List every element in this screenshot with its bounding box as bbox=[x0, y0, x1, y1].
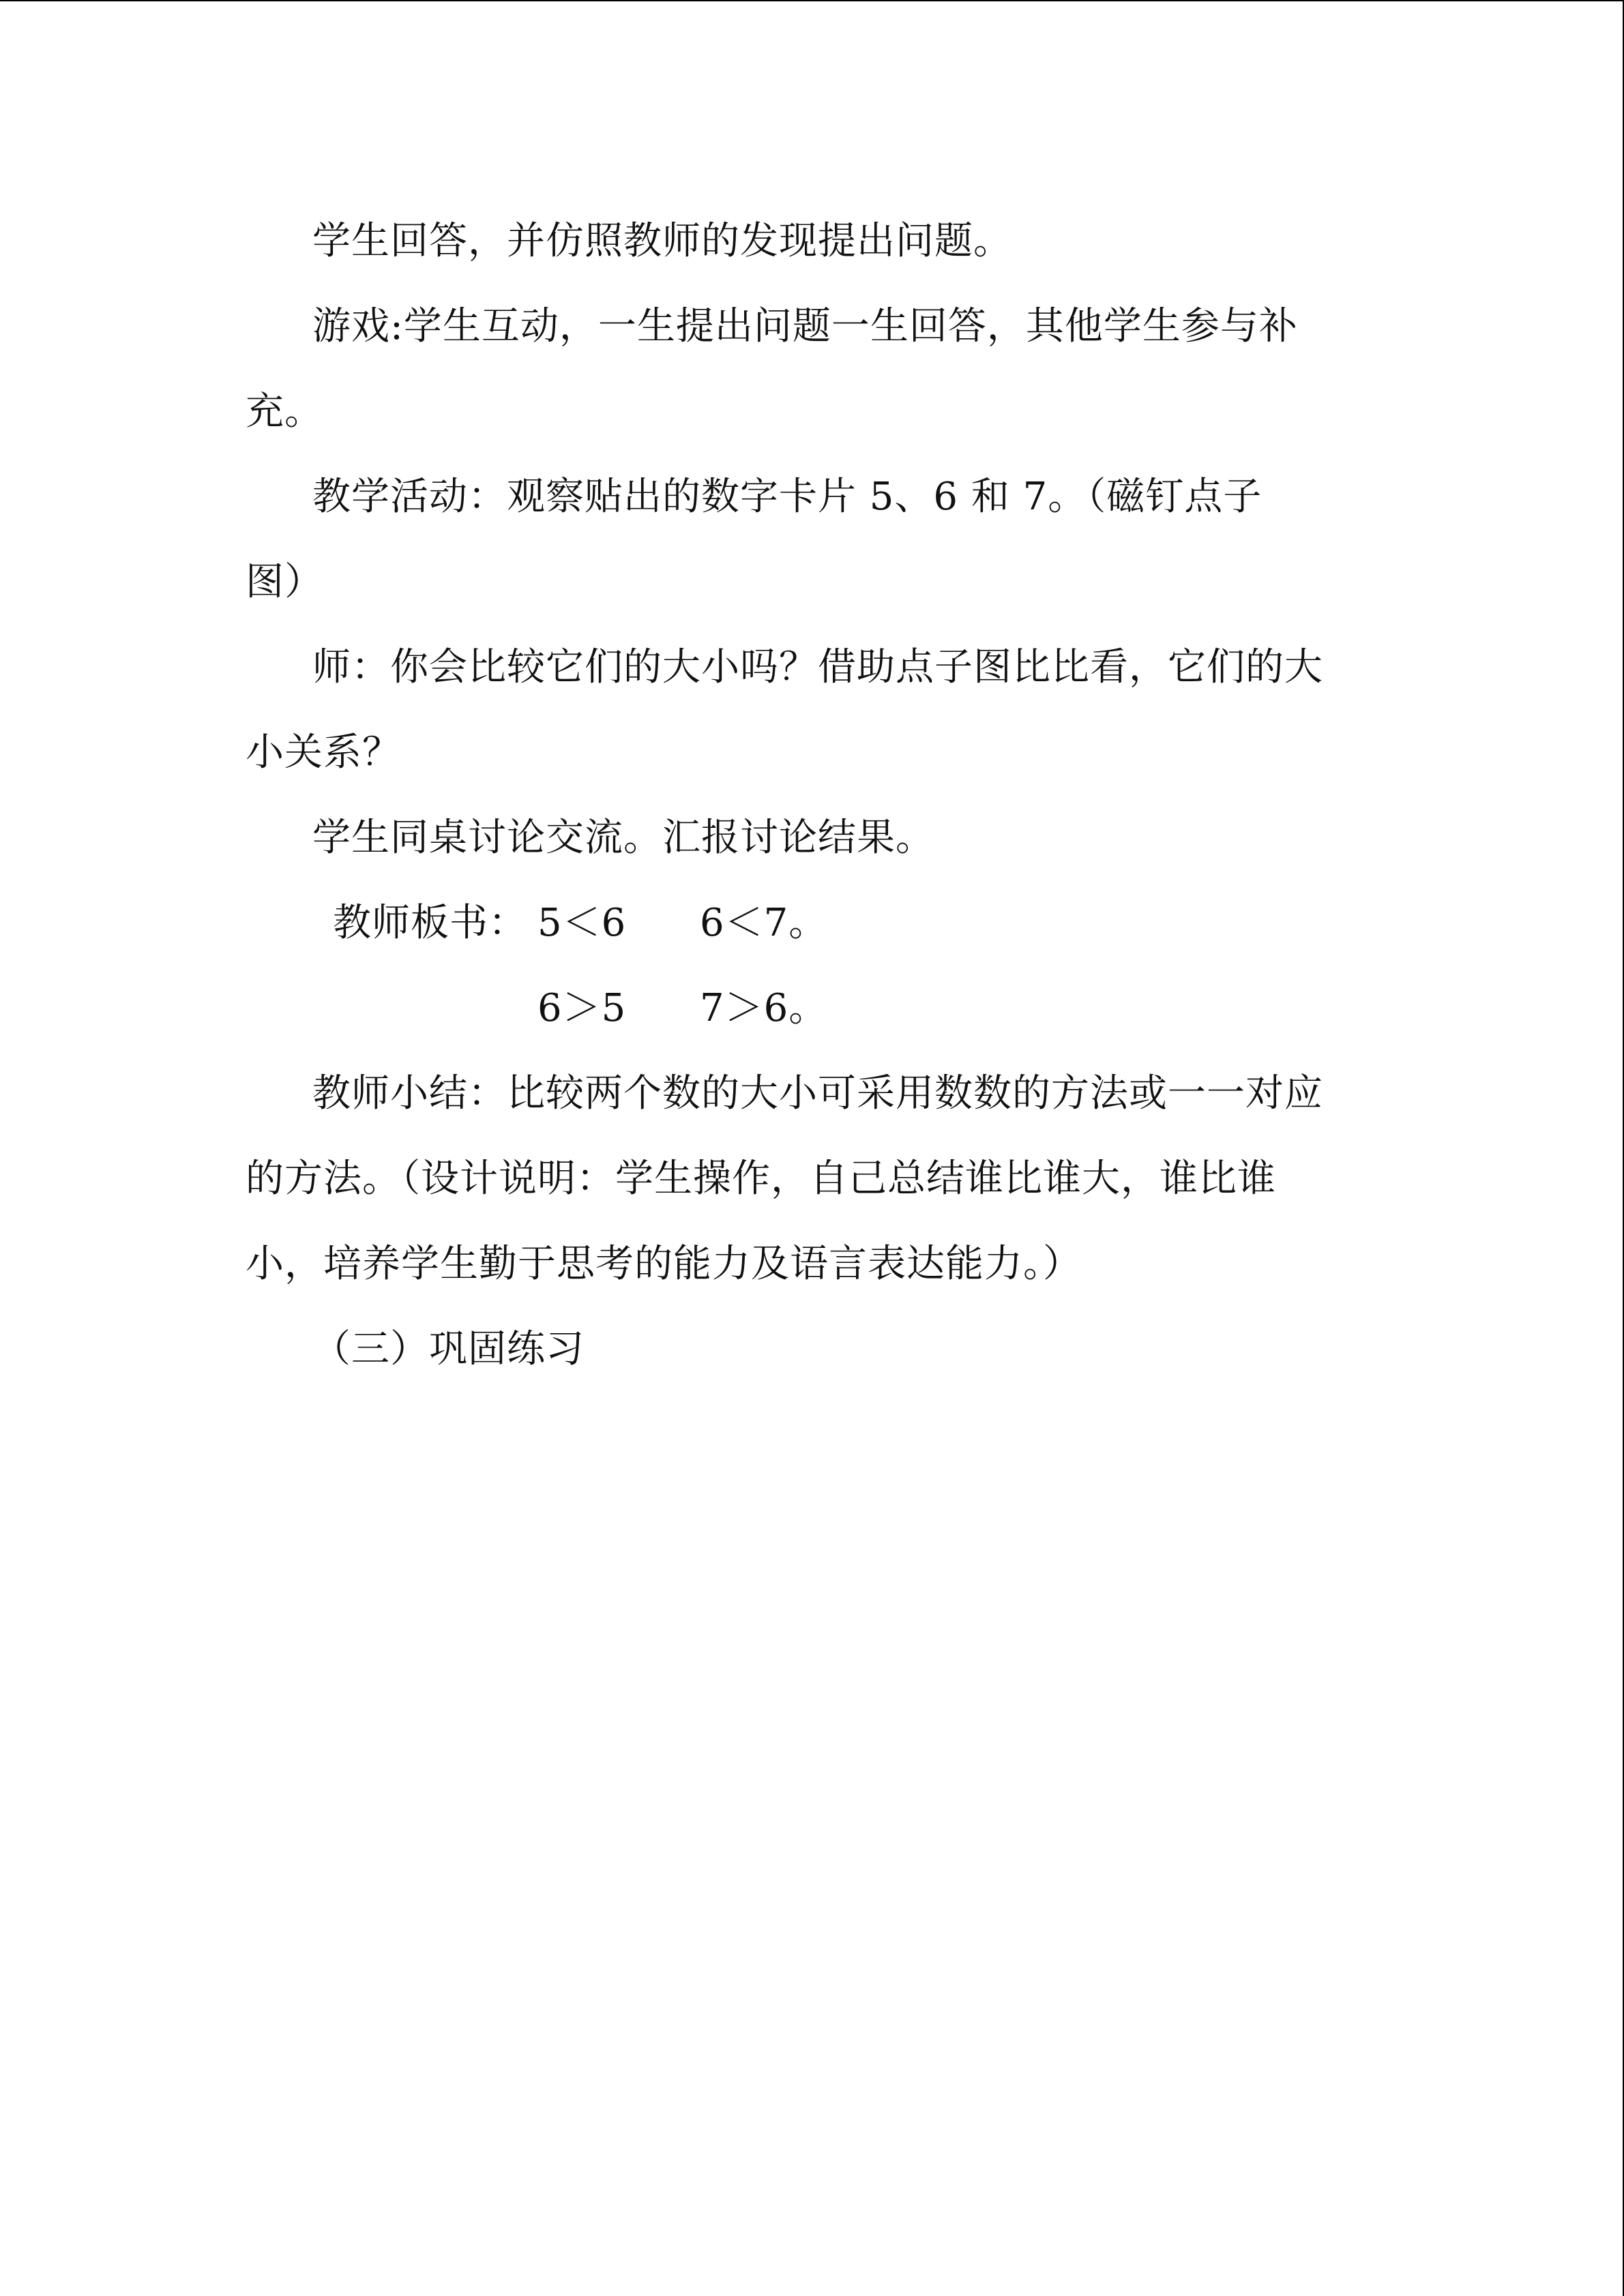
paragraph-line: 教师小结：比较两个数的大小可采用数数的方法或一一对应 bbox=[312, 1071, 1323, 1116]
board-row1-a: 5＜6 bbox=[537, 901, 627, 945]
section-heading: （三）巩固练习 bbox=[312, 1327, 585, 1371]
paragraph-line: 游戏:学生互动，一生提出问题一生回答，其他学生参与补 bbox=[312, 304, 1298, 348]
paragraph-line: 小，培养学生勤于思考的能力及语言表达能力。） bbox=[246, 1242, 1082, 1286]
paragraph-line: 师：你会比较它们的大小吗？借助点子图比比看，它们的大 bbox=[312, 645, 1323, 689]
board-row1-b: 6＜7。 bbox=[700, 901, 828, 945]
paragraph-line: 小关系？ bbox=[246, 730, 401, 775]
board-row2-b: 7＞6。 bbox=[700, 986, 828, 1030]
paragraph-line: 的方法。（设计说明：学生操作，自己总结谁比谁大，谁比谁 bbox=[246, 1157, 1276, 1201]
paragraph-line: 学生同桌讨论交流。汇报讨论结果。 bbox=[312, 816, 934, 860]
paragraph-line: 学生回答，并仿照教师的发现提出问题。 bbox=[312, 219, 1012, 263]
paragraph-line: 教学活动：观察贴出的数字卡片 5、6 和 7。（磁钉点子 bbox=[312, 475, 1263, 519]
board-label: 教师板书： bbox=[333, 901, 527, 945]
paragraph-line: 充。 bbox=[246, 389, 323, 434]
board-row2-a: 6＞5 bbox=[537, 986, 627, 1030]
paragraph-line: 图） bbox=[246, 560, 323, 604]
